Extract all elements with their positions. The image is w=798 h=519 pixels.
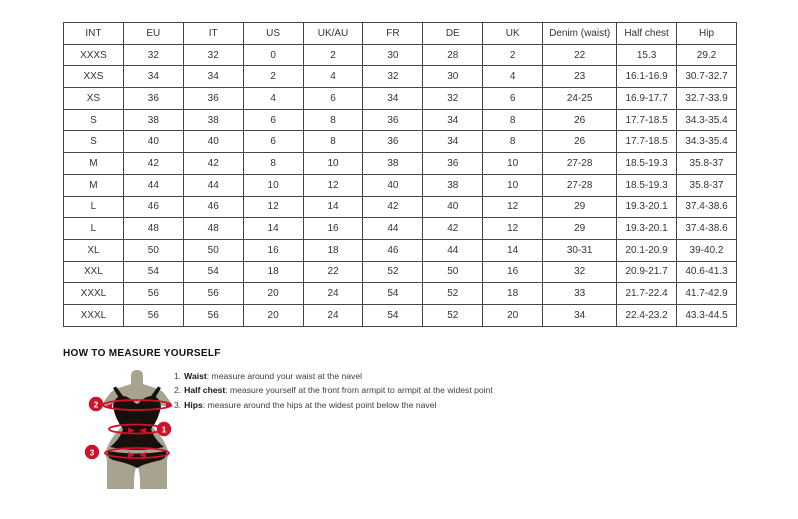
table-cell: 30 — [363, 44, 423, 66]
marker-3-label: 3 — [89, 447, 95, 458]
table-row — [64, 196, 737, 218]
table-cell: 29 — [543, 196, 617, 218]
table-cell: 29.2 — [677, 44, 737, 66]
table-cell: 38 — [363, 153, 423, 175]
table-cell: L — [64, 218, 124, 240]
table-cell: 16 — [243, 239, 303, 261]
table-cell: XXXL — [64, 304, 124, 326]
table-cell: 16.1-16.9 — [617, 66, 677, 88]
table-cell: 46 — [363, 239, 423, 261]
table-cell: 8 — [483, 109, 543, 131]
table-cell: 24 — [303, 283, 363, 305]
table-cell: 4 — [483, 66, 543, 88]
table-cell: 8 — [483, 131, 543, 153]
table-cell: S — [64, 131, 124, 153]
table-cell: 42 — [363, 196, 423, 218]
table-cell: 35.8-37 — [677, 153, 737, 175]
table-cell: 42 — [183, 153, 243, 175]
step-text: : measure around the hips at the widest point below the navel — [202, 399, 437, 410]
table-cell: 6 — [243, 109, 303, 131]
table-cell: XXXL — [64, 283, 124, 305]
table-cell: 4 — [303, 66, 363, 88]
table-cell: 36 — [363, 109, 423, 131]
table-cell: 23 — [543, 66, 617, 88]
table-cell: 4 — [243, 88, 303, 110]
column-header: IT — [183, 23, 243, 45]
table-cell: 26 — [543, 109, 617, 131]
table-cell: 18 — [483, 283, 543, 305]
table-row — [64, 261, 737, 283]
table-cell: XS — [64, 88, 124, 110]
table-cell: 52 — [363, 261, 423, 283]
table-cell: 12 — [483, 196, 543, 218]
table-cell: 6 — [303, 88, 363, 110]
table-cell: 43.3-44.5 — [677, 304, 737, 326]
table-cell: 18 — [243, 261, 303, 283]
table-cell: 41.7-42.9 — [677, 283, 737, 305]
table-cell: 44 — [183, 174, 243, 196]
table-cell: 54 — [123, 261, 183, 283]
table-cell: 20 — [243, 283, 303, 305]
table-cell: XL — [64, 239, 124, 261]
table-cell: 40 — [423, 196, 483, 218]
table-cell: 52 — [423, 283, 483, 305]
table-cell: 44 — [123, 174, 183, 196]
table-cell: 18.5-19.3 — [617, 153, 677, 175]
table-cell: 35.8-37 — [677, 174, 737, 196]
table-cell: 44 — [423, 239, 483, 261]
table-cell: 8 — [303, 131, 363, 153]
marker-2-label: 2 — [93, 399, 99, 410]
table-cell: 17.7-18.5 — [617, 109, 677, 131]
table-cell: 42 — [423, 218, 483, 240]
column-header: US — [243, 23, 303, 45]
table-cell: 50 — [183, 239, 243, 261]
table-cell: 48 — [183, 218, 243, 240]
table-header-row — [64, 23, 737, 45]
table-cell: 8 — [243, 153, 303, 175]
table-cell: 20 — [243, 304, 303, 326]
table-row — [64, 218, 737, 240]
table-cell: 20 — [483, 304, 543, 326]
table-cell: 22 — [303, 261, 363, 283]
column-header: EU — [123, 23, 183, 45]
table-cell: 46 — [183, 196, 243, 218]
table-cell: 24-25 — [543, 88, 617, 110]
table-cell: 42 — [123, 153, 183, 175]
marker-1-label: 1 — [161, 424, 167, 435]
table-cell: 34.3-35.4 — [677, 109, 737, 131]
table-cell: 30-31 — [543, 239, 617, 261]
column-header: DE — [423, 23, 483, 45]
table-cell: 17.7-18.5 — [617, 131, 677, 153]
table-cell: M — [64, 153, 124, 175]
table-cell: 10 — [483, 153, 543, 175]
table-cell: 40 — [123, 131, 183, 153]
table-cell: 16 — [303, 218, 363, 240]
table-body — [64, 44, 737, 326]
column-header: UK/AU — [303, 23, 363, 45]
table-cell: 48 — [123, 218, 183, 240]
table-row — [64, 131, 737, 153]
table-cell: 34 — [423, 131, 483, 153]
step-label: Hips — [184, 399, 203, 410]
table-cell: 14 — [243, 218, 303, 240]
table-cell: 34 — [543, 304, 617, 326]
table-cell: 37.4-38.6 — [677, 196, 737, 218]
table-cell: 0 — [243, 44, 303, 66]
column-header: Hip — [677, 23, 737, 45]
table-row — [64, 66, 737, 88]
table-cell: 12 — [303, 174, 363, 196]
table-cell: 50 — [123, 239, 183, 261]
table-cell: 50 — [423, 261, 483, 283]
table-cell: 6 — [243, 131, 303, 153]
table-cell: 36 — [183, 88, 243, 110]
table-cell: 12 — [243, 196, 303, 218]
column-header: FR — [363, 23, 423, 45]
table-cell: 8 — [303, 109, 363, 131]
table-cell: 19.3-20.1 — [617, 218, 677, 240]
table-row — [64, 44, 737, 66]
column-header: Denim (waist) — [543, 23, 617, 45]
table-cell: 21.7-22.4 — [617, 283, 677, 305]
table-cell: 39-40.2 — [677, 239, 737, 261]
table-cell: 32 — [543, 261, 617, 283]
table-cell: 36 — [423, 153, 483, 175]
table-cell: 12 — [483, 218, 543, 240]
table-cell: 44 — [363, 218, 423, 240]
table-cell: 54 — [363, 304, 423, 326]
table-cell: 19.3-20.1 — [617, 196, 677, 218]
table-cell: 2 — [303, 44, 363, 66]
table-cell: 46 — [123, 196, 183, 218]
table-cell: 32 — [123, 44, 183, 66]
table-row — [64, 239, 737, 261]
table-row — [64, 153, 737, 175]
step-text: : measure around your waist at the navel — [206, 371, 363, 381]
table-cell: 27-28 — [543, 153, 617, 175]
step-number: 2. — [174, 385, 182, 396]
table-cell: 54 — [183, 261, 243, 283]
measure-step — [174, 383, 493, 397]
table-cell: M — [64, 174, 124, 196]
table-cell: 26 — [543, 131, 617, 153]
table-cell: 36 — [363, 131, 423, 153]
table-cell: S — [64, 109, 124, 131]
measure-guide-heading: HOW TO MEASURE YOURSELF — [63, 348, 221, 359]
table-cell: XXXS — [64, 44, 124, 66]
step-text: : measure yourself at the front from armpit to armpit at the widest point — [225, 385, 493, 396]
table-cell: 10 — [303, 153, 363, 175]
table-cell: 2 — [483, 44, 543, 66]
table-cell: 32 — [363, 66, 423, 88]
table-row — [64, 88, 737, 110]
table-cell: 56 — [183, 304, 243, 326]
mannequin-illustration — [80, 366, 184, 492]
table-cell: 34.3-35.4 — [677, 131, 737, 153]
table-cell: 18 — [303, 239, 363, 261]
table-cell: 56 — [123, 283, 183, 305]
table-cell: 16 — [483, 261, 543, 283]
table-cell: 34 — [423, 109, 483, 131]
table-cell: 36 — [123, 88, 183, 110]
table-cell: 16.9-17.7 — [617, 88, 677, 110]
table-cell: 40 — [183, 131, 243, 153]
table-cell: 2 — [243, 66, 303, 88]
table-cell: 24 — [303, 304, 363, 326]
table-cell: 29 — [543, 218, 617, 240]
table-cell: 32 — [423, 88, 483, 110]
table-cell: 38 — [423, 174, 483, 196]
table-cell: 20.9-21.7 — [617, 261, 677, 283]
table-cell: XXL — [64, 261, 124, 283]
table-cell: 54 — [363, 283, 423, 305]
table-cell: 52 — [423, 304, 483, 326]
table-cell: 15.3 — [617, 44, 677, 66]
column-header: UK — [483, 23, 543, 45]
table-cell: 27-28 — [543, 174, 617, 196]
table-row — [64, 283, 737, 305]
size-chart-table — [63, 22, 737, 327]
measure-step — [174, 398, 493, 412]
table-cell: 56 — [123, 304, 183, 326]
table-cell: 34 — [363, 88, 423, 110]
measure-step — [174, 369, 493, 383]
table-cell: 37.4-38.6 — [677, 218, 737, 240]
step-number: 1. — [174, 371, 182, 381]
swimsuit-top — [110, 396, 164, 450]
table-cell: 10 — [243, 174, 303, 196]
table-cell: 38 — [123, 109, 183, 131]
table-cell: 20.1-20.9 — [617, 239, 677, 261]
table-cell: 22 — [543, 44, 617, 66]
column-header: INT — [64, 23, 124, 45]
table-cell: 6 — [483, 88, 543, 110]
measure-steps-list — [174, 369, 493, 412]
table-row — [64, 174, 737, 196]
table-cell: 30 — [423, 66, 483, 88]
table-cell: 32.7-33.9 — [677, 88, 737, 110]
step-label: Waist — [184, 371, 207, 381]
table-cell: 18.5-19.3 — [617, 174, 677, 196]
table-cell: 32 — [183, 44, 243, 66]
table-cell: 14 — [483, 239, 543, 261]
table-cell: 10 — [483, 174, 543, 196]
step-label: Half chest — [184, 385, 226, 396]
table-cell: 28 — [423, 44, 483, 66]
table-cell: 40 — [363, 174, 423, 196]
table-cell: 22.4-23.2 — [617, 304, 677, 326]
table-cell: L — [64, 196, 124, 218]
table-cell: 34 — [123, 66, 183, 88]
table-cell: 33 — [543, 283, 617, 305]
table-cell: XXS — [64, 66, 124, 88]
table-cell: 56 — [183, 283, 243, 305]
table-row — [64, 304, 737, 326]
measurement-figure — [80, 366, 184, 492]
table-cell: 34 — [183, 66, 243, 88]
table-cell: 30.7-32.7 — [677, 66, 737, 88]
table-cell: 14 — [303, 196, 363, 218]
table-cell: 40.6-41.3 — [677, 261, 737, 283]
step-number: 3. — [174, 399, 182, 410]
table-row — [64, 109, 737, 131]
table-cell: 38 — [183, 109, 243, 131]
column-header: Half chest — [617, 23, 677, 45]
